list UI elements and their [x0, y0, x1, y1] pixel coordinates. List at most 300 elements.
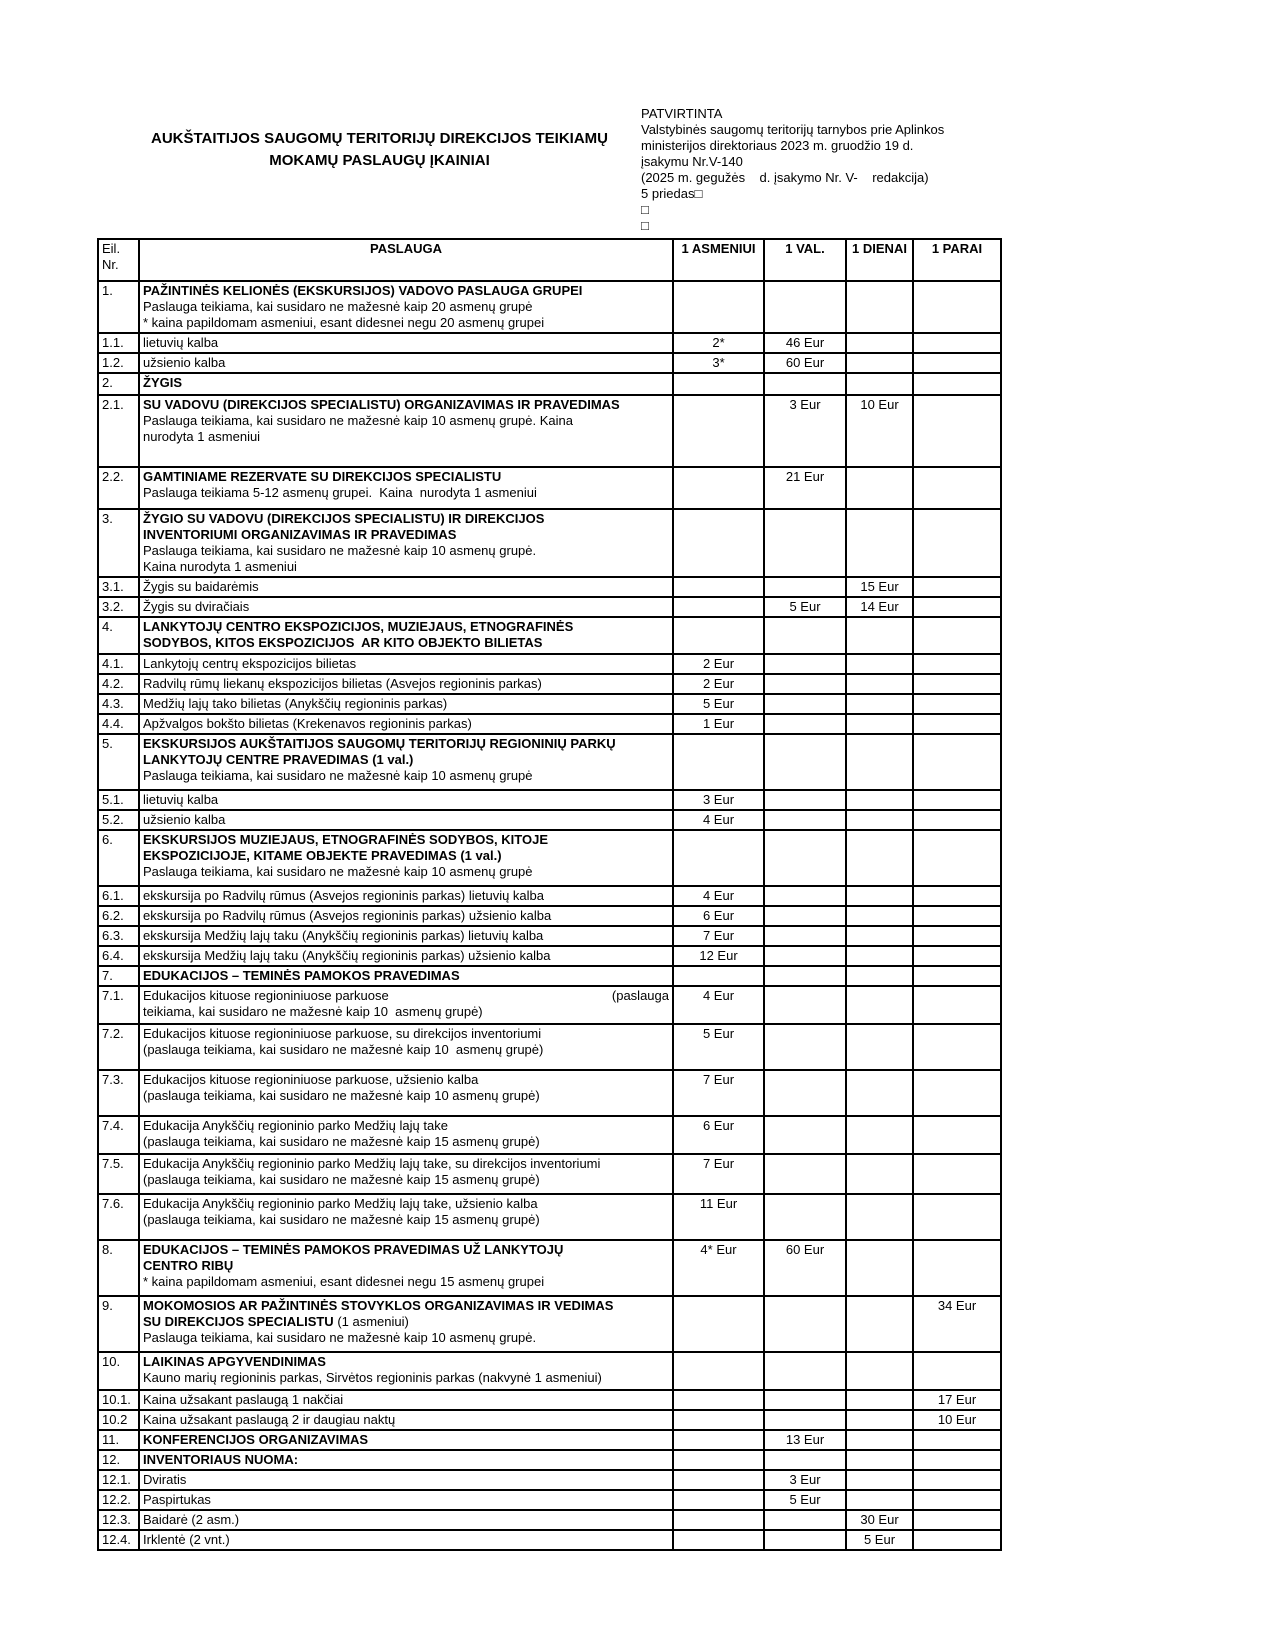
- price-cell-1-val: 5 Eur: [764, 1490, 846, 1510]
- price-cell-1-dienai: [846, 1024, 913, 1070]
- price-cell-1-dienai: [846, 830, 913, 886]
- service-text-line: EDUKACIJOS – TEMINĖS PAMOKOS PRAVEDIMAS UŽ LANKYTOJŲ: [143, 1242, 564, 1257]
- service-text-line: Radvilų rūmų liekanų ekspozicijos bilietas (Asvejos regioninis parkas): [143, 676, 542, 691]
- price-cell-1-val: [764, 810, 846, 830]
- service-cell: [139, 714, 673, 734]
- price-cell-1-val: [764, 714, 846, 734]
- service-cell: [139, 1390, 673, 1410]
- price-cell-1-parai: [913, 333, 1001, 353]
- service-text-line: SU VADOVU (DIREKCIJOS SPECIALISTU) ORGANIZAVIMAS IR PRAVEDIMAS: [143, 397, 620, 412]
- price-cell-1-parai: [913, 966, 1001, 986]
- service-text-line: teikiama, kai susidaro ne mažesnė kaip 10 asmenų grupė): [143, 1004, 483, 1019]
- row-number: 10.2: [98, 1410, 139, 1430]
- service-text-line: Kaina užsakant paslaugą 2 ir daugiau naktų: [143, 1412, 396, 1427]
- price-cell-1-asmeniui: 2*: [673, 333, 764, 353]
- row-number: 6.2.: [98, 906, 139, 926]
- service-text-line: ŽYGIS: [143, 375, 183, 390]
- price-cell-1-dienai: [846, 1410, 913, 1430]
- service-text-line: Medžių lajų tako bilietas (Anykščių regioninis parkas): [143, 696, 448, 711]
- price-cell-1-asmeniui: 5 Eur: [673, 694, 764, 714]
- table-row: [98, 830, 1001, 886]
- service-text-line: (paslauga teikiama, kai susidaro ne mažesnė kaip 10 asmenų grupė): [143, 1042, 544, 1057]
- price-cell-1-parai: [913, 373, 1001, 395]
- price-cell-1-parai: 10 Eur: [913, 1410, 1001, 1430]
- service-text-line: LANKYTOJŲ CENTRO EKSPOZICIJOS, MUZIEJAUS, ETNOGRAFINĖS: [143, 619, 574, 634]
- price-cell-1-dienai: 30 Eur: [846, 1510, 913, 1530]
- table-row: [98, 395, 1001, 467]
- price-cell-1-parai: [913, 946, 1001, 966]
- service-text-line: Baidarė (2 asm.): [143, 1512, 240, 1527]
- price-cell-1-parai: [913, 810, 1001, 830]
- row-number: 7.4.: [98, 1116, 139, 1154]
- table-row: [98, 353, 1001, 373]
- price-cell-1-dienai: [846, 926, 913, 946]
- table-row: [98, 1450, 1001, 1470]
- service-text-line: Paslauga teikiama, kai susidaro ne mažesnė kaip 10 asmenų grupė. Kaina: [143, 413, 573, 428]
- service-text-line: Paslauga teikiama, kai susidaro ne mažesnė kaip 10 asmenų grupė: [143, 768, 533, 783]
- row-number: 10.: [98, 1352, 139, 1390]
- service-cell: [139, 734, 673, 790]
- row-number: 1.: [98, 281, 139, 333]
- price-cell-1-asmeniui: 7 Eur: [673, 1154, 764, 1194]
- service-cell: [139, 810, 673, 830]
- price-cell-1-dienai: [846, 1470, 913, 1490]
- price-cell-1-asmeniui: 2 Eur: [673, 654, 764, 674]
- service-cell: [139, 1510, 673, 1530]
- price-cell-1-val: [764, 734, 846, 790]
- approval-title: PATVIRTINTA: [641, 106, 723, 121]
- row-number: 3.1.: [98, 577, 139, 597]
- row-number: 4.2.: [98, 674, 139, 694]
- price-cell-1-parai: [913, 353, 1001, 373]
- service-text-line: LANKYTOJŲ CENTRE PRAVEDIMAS (1 val.): [143, 752, 414, 767]
- price-cell-1-asmeniui: 4 Eur: [673, 810, 764, 830]
- service-text-line: Edukacijos kituose regioniniuose parkuose, su direkcijos inventoriumi: [143, 1026, 542, 1041]
- row-number: 7.1.: [98, 986, 139, 1024]
- service-text-line: Kauno marių regioninis parkas, Sirvėtos regioninis parkas (nakvynė 1 asmeniui): [143, 1370, 602, 1385]
- table-row: [98, 1116, 1001, 1154]
- price-cell-1-asmeniui: [673, 1530, 764, 1550]
- service-text-line: Edukacijos kituose regioniniuose parkuose, užsienio kalba: [143, 1072, 479, 1087]
- service-cell: [139, 281, 673, 333]
- price-cell-1-parai: [913, 886, 1001, 906]
- service-text-line: Paslauga teikiama, kai susidaro ne mažesnė kaip 10 asmenų grupė.: [143, 1330, 537, 1345]
- column-header-1-asmeniui: 1 ASMENIUI: [673, 239, 764, 281]
- service-text-line: LAIKINAS APGYVENDINIMAS: [143, 1354, 326, 1369]
- price-cell-1-val: [764, 1352, 846, 1390]
- row-number: 6.3.: [98, 926, 139, 946]
- service-cell: [139, 654, 673, 674]
- price-cell-1-parai: [913, 577, 1001, 597]
- table-row: [98, 1296, 1001, 1352]
- price-cell-1-parai: [913, 1530, 1001, 1550]
- price-cell-1-dienai: 10 Eur: [846, 395, 913, 467]
- price-cell-1-dienai: [846, 790, 913, 810]
- price-cell-1-parai: [913, 926, 1001, 946]
- service-text-line: Kaina nurodyta 1 asmeniui: [143, 559, 297, 574]
- price-cell-1-val: [764, 946, 846, 966]
- service-cell: [139, 1240, 673, 1296]
- price-cell-1-val: [764, 830, 846, 886]
- row-number: 3.: [98, 509, 139, 577]
- column-header-eil-nr: Eil. Nr.: [98, 239, 139, 281]
- price-cell-1-asmeniui: [673, 1510, 764, 1530]
- approval-block: [641, 106, 963, 234]
- price-cell-1-asmeniui: 7 Eur: [673, 926, 764, 946]
- table-row: [98, 674, 1001, 694]
- price-cell-1-dienai: 14 Eur: [846, 597, 913, 617]
- price-cell-1-dienai: [846, 509, 913, 577]
- price-cell-1-val: [764, 1296, 846, 1352]
- price-cell-1-asmeniui: [673, 1450, 764, 1470]
- service-text-line: Paslauga teikiama, kai susidaro ne mažesnė kaip 10 asmenų grupė: [143, 864, 533, 879]
- placeholder-box: □: [641, 202, 649, 217]
- row-number: 5.2.: [98, 810, 139, 830]
- row-number: 12.2.: [98, 1490, 139, 1510]
- price-cell-1-val: [764, 886, 846, 906]
- service-cell: [139, 1470, 673, 1490]
- price-cell-1-parai: [913, 1024, 1001, 1070]
- service-text-line: ŽYGIO SU VADOVU (DIREKCIJOS SPECIALISTU) IR DIREKCIJOS: [143, 511, 545, 526]
- table-row: [98, 597, 1001, 617]
- row-number: 4.: [98, 617, 139, 654]
- service-cell: [139, 1352, 673, 1390]
- price-cell-1-dienai: [846, 1154, 913, 1194]
- service-cell: [139, 1450, 673, 1470]
- price-cell-1-parai: [913, 1070, 1001, 1116]
- service-text-line: Irklentė (2 vnt.): [143, 1532, 230, 1547]
- service-cell: [139, 790, 673, 810]
- table-body: [98, 281, 1001, 1550]
- service-text-line: Žygis su baidarėmis: [143, 579, 259, 594]
- table-row: [98, 1352, 1001, 1390]
- service-text-line: (paslauga teikiama, kai susidaro ne mažesnė kaip 15 asmenų grupė): [143, 1212, 540, 1227]
- price-cell-1-parai: [913, 395, 1001, 467]
- price-cell-1-parai: [913, 467, 1001, 509]
- approval-body-line3: įsakymu Nr.V-140: [641, 154, 743, 169]
- service-text-line: ekskursija Medžių lajų taku (Anykščių regioninis parkas) užsienio kalba: [143, 948, 551, 963]
- price-cell-1-asmeniui: [673, 509, 764, 577]
- service-text-line: Dviratis: [143, 1472, 187, 1487]
- table-row: [98, 373, 1001, 395]
- row-number: 1.1.: [98, 333, 139, 353]
- table-row: [98, 986, 1001, 1024]
- row-number: 7.2.: [98, 1024, 139, 1070]
- table-row: [98, 966, 1001, 986]
- service-text-line: ekskursija po Radvilų rūmus (Asvejos regioninis parkas) užsienio kalba: [143, 908, 552, 923]
- price-cell-1-asmeniui: [673, 577, 764, 597]
- price-cell-1-asmeniui: 4 Eur: [673, 986, 764, 1024]
- service-cell: [139, 1024, 673, 1070]
- service-text-line: INVENTORIUMI ORGANIZAVIMAS IR PRAVEDIMAS: [143, 527, 457, 542]
- row-number: 2.1.: [98, 395, 139, 467]
- table-row: [98, 1410, 1001, 1430]
- price-cell-1-parai: [913, 654, 1001, 674]
- table-row: [98, 333, 1001, 353]
- price-cell-1-dienai: [846, 734, 913, 790]
- price-cell-1-dienai: [846, 1450, 913, 1470]
- service-text-line: * kaina papildomam asmeniui, esant didesnei negu 20 asmenų grupei: [143, 315, 545, 330]
- service-text-line: ekskursija Medžių lajų taku (Anykščių regioninis parkas) lietuvių kalba: [143, 928, 544, 943]
- price-cell-1-dienai: [846, 281, 913, 333]
- price-cell-1-asmeniui: 4 Eur: [673, 886, 764, 906]
- price-cell-1-val: [764, 1024, 846, 1070]
- price-cell-1-parai: [913, 509, 1001, 577]
- price-cell-1-parai: [913, 714, 1001, 734]
- price-cell-1-val: [764, 617, 846, 654]
- price-cell-1-parai: [913, 734, 1001, 790]
- page-title-line1: AUKŠTAITIJOS SAUGOMŲ TERITORIJŲ DIREKCIJOS TEIKIAMŲ: [151, 130, 608, 147]
- service-cell: [139, 926, 673, 946]
- service-text-line: GAMTINIAME REZERVATE SU DIREKCIJOS SPECIALISTU: [143, 469, 502, 484]
- service-text-line: KONFERENCIJOS ORGANIZAVIMAS: [143, 1432, 369, 1447]
- price-cell-1-val: [764, 281, 846, 333]
- service-text-line: EKSPOZICIJOJE, KITAME OBJEKTE PRAVEDIMAS (1 val.): [143, 848, 502, 863]
- service-text-line: Paslauga teikiama, kai susidaro ne mažesnė kaip 20 asmenų grupė: [143, 299, 533, 314]
- service-text-line: SU DIREKCIJOS SPECIALISTU (1 asmeniui): [143, 1314, 409, 1329]
- price-cell-1-val: 60 Eur: [764, 353, 846, 373]
- table-row: [98, 734, 1001, 790]
- price-cell-1-asmeniui: 12 Eur: [673, 946, 764, 966]
- service-text-line: Edukacija Anykščių regioninio parko Medžių lajų take, užsienio kalba: [143, 1196, 538, 1211]
- service-cell: [139, 946, 673, 966]
- price-cell-1-dienai: [846, 1116, 913, 1154]
- price-cell-1-val: [764, 1530, 846, 1550]
- service-cell: [139, 1530, 673, 1550]
- price-cell-1-dienai: [846, 654, 913, 674]
- service-cell: [139, 395, 673, 467]
- price-cell-1-parai: [913, 674, 1001, 694]
- price-cell-1-asmeniui: 3*: [673, 353, 764, 373]
- service-text-line: Kaina užsakant paslaugą 1 nakčiai: [143, 1392, 344, 1407]
- price-cell-1-dienai: [846, 1194, 913, 1240]
- table-row: [98, 1490, 1001, 1510]
- service-cell: [139, 674, 673, 694]
- service-text-line: Lankytojų centrų ekspozicijos bilietas: [143, 656, 357, 671]
- price-cell-1-val: 60 Eur: [764, 1240, 846, 1296]
- price-cell-1-dienai: [846, 1390, 913, 1410]
- table-row: [98, 946, 1001, 966]
- price-cell-1-parai: [913, 1116, 1001, 1154]
- price-cell-1-dienai: [846, 674, 913, 694]
- table-row: [98, 906, 1001, 926]
- table-row: [98, 1154, 1001, 1194]
- price-cell-1-val: [764, 373, 846, 395]
- service-cell: [139, 830, 673, 886]
- service-text-right: (paslauga: [611, 988, 669, 1003]
- price-cell-1-parai: [913, 906, 1001, 926]
- price-cell-1-asmeniui: 5 Eur: [673, 1024, 764, 1070]
- table-row: [98, 886, 1001, 906]
- price-cell-1-asmeniui: 7 Eur: [673, 1070, 764, 1116]
- approval-annex: 5 priedas□: [641, 186, 703, 201]
- table-row: [98, 1530, 1001, 1550]
- service-cell: [139, 694, 673, 714]
- row-number: 7.5.: [98, 1154, 139, 1194]
- row-number: 8.: [98, 1240, 139, 1296]
- service-text-line: Apžvalgos bokšto bilietas (Krekenavos regioninis parkas): [143, 716, 472, 731]
- price-cell-1-dienai: [846, 617, 913, 654]
- price-cell-1-asmeniui: [673, 966, 764, 986]
- price-cell-1-asmeniui: 6 Eur: [673, 906, 764, 926]
- price-cell-1-val: [764, 694, 846, 714]
- price-cell-1-dienai: 5 Eur: [846, 1530, 913, 1550]
- service-cell: [139, 617, 673, 654]
- service-text-line: Paspirtukas: [143, 1492, 211, 1507]
- price-cell-1-asmeniui: 2 Eur: [673, 674, 764, 694]
- price-cell-1-parai: [913, 790, 1001, 810]
- price-cell-1-val: [764, 674, 846, 694]
- price-cell-1-asmeniui: 11 Eur: [673, 1194, 764, 1240]
- table-row: [98, 1430, 1001, 1450]
- price-cell-1-asmeniui: [673, 830, 764, 886]
- price-cell-1-parai: [913, 1490, 1001, 1510]
- price-cell-1-parai: [913, 1352, 1001, 1390]
- service-text-line: EDUKACIJOS – TEMINĖS PAMOKOS PRAVEDIMAS: [143, 968, 460, 983]
- price-cell-1-val: 5 Eur: [764, 597, 846, 617]
- price-cell-1-parai: [913, 1154, 1001, 1194]
- service-cell: [139, 1070, 673, 1116]
- service-cell: [139, 597, 673, 617]
- row-number: 4.3.: [98, 694, 139, 714]
- price-cell-1-dienai: [846, 1296, 913, 1352]
- row-number: 12.4.: [98, 1530, 139, 1550]
- service-cell: [139, 986, 673, 1024]
- service-cell: [139, 467, 673, 509]
- service-text-line: EKSKURSIJOS AUKŠTAITIJOS SAUGOMŲ TERITORIJŲ REGIONINIŲ PARKŲ: [143, 736, 616, 751]
- row-number: 5.: [98, 734, 139, 790]
- service-text-line: (paslauga teikiama, kai susidaro ne mažesnė kaip 10 asmenų grupė): [143, 1088, 540, 1103]
- price-cell-1-parai: [913, 1450, 1001, 1470]
- row-number: 4.1.: [98, 654, 139, 674]
- table-row: [98, 281, 1001, 333]
- row-number: 6.4.: [98, 946, 139, 966]
- price-cell-1-dienai: [846, 373, 913, 395]
- service-cell: [139, 353, 673, 373]
- table-row: [98, 1470, 1001, 1490]
- price-cell-1-val: [764, 986, 846, 1024]
- table-row: [98, 577, 1001, 597]
- price-cell-1-dienai: [846, 886, 913, 906]
- price-cell-1-dienai: [846, 1490, 913, 1510]
- table-row: [98, 467, 1001, 509]
- table-row: [98, 1024, 1001, 1070]
- row-number: 7.6.: [98, 1194, 139, 1240]
- price-cell-1-parai: [913, 281, 1001, 333]
- table-row: [98, 654, 1001, 674]
- price-cell-1-val: [764, 1410, 846, 1430]
- price-table-wrap: [97, 238, 1002, 1551]
- price-cell-1-val: [764, 1194, 846, 1240]
- table-row: [98, 790, 1001, 810]
- price-cell-1-parai: [913, 1430, 1001, 1450]
- price-cell-1-parai: [913, 986, 1001, 1024]
- price-cell-1-asmeniui: [673, 1410, 764, 1430]
- price-cell-1-val: 3 Eur: [764, 1470, 846, 1490]
- column-header-paslauga: PASLAUGA: [139, 239, 673, 281]
- price-cell-1-val: [764, 790, 846, 810]
- row-number: 4.4.: [98, 714, 139, 734]
- price-cell-1-val: 46 Eur: [764, 333, 846, 353]
- price-cell-1-val: [764, 926, 846, 946]
- table-row: [98, 1510, 1001, 1530]
- service-text-line: (paslauga teikiama, kai susidaro ne mažesnė kaip 15 asmenų grupė): [143, 1172, 540, 1187]
- service-cell: [139, 509, 673, 577]
- price-cell-1-asmeniui: 4* Eur: [673, 1240, 764, 1296]
- row-number: 7.3.: [98, 1070, 139, 1116]
- table-row: [98, 926, 1001, 946]
- price-cell-1-val: [764, 1070, 846, 1116]
- row-number: 2.: [98, 373, 139, 395]
- service-cell: [139, 1490, 673, 1510]
- service-text-line: Edukacija Anykščių regioninio parko Medžių lajų take, su direkcijos inventoriumi: [143, 1156, 601, 1171]
- price-cell-1-parai: [913, 1510, 1001, 1530]
- price-cell-1-dienai: [846, 353, 913, 373]
- service-cell: [139, 1194, 673, 1240]
- price-cell-1-val: [764, 966, 846, 986]
- price-cell-1-asmeniui: [673, 1352, 764, 1390]
- service-text-line: Edukacijos kituose regioniniuose parkuose (paslauga: [143, 988, 669, 1003]
- price-cell-1-dienai: [846, 966, 913, 986]
- price-cell-1-val: 13 Eur: [764, 1430, 846, 1450]
- service-text-line: SODYBOS, KITOS EKSPOZICIJOS AR KITO OBJEKTO BILIETAS: [143, 635, 543, 650]
- price-cell-1-val: [764, 1450, 846, 1470]
- service-text-line: (paslauga teikiama, kai susidaro ne mažesnė kaip 15 asmenų grupė): [143, 1134, 540, 1149]
- service-text-line: CENTRO RIBŲ: [143, 1258, 234, 1273]
- row-number: 7.: [98, 966, 139, 986]
- service-text-line: ekskursija po Radvilų rūmus (Asvejos regioninis parkas) lietuvių kalba: [143, 888, 545, 903]
- price-cell-1-dienai: [846, 946, 913, 966]
- column-header-1-val: 1 VAL.: [764, 239, 846, 281]
- price-cell-1-asmeniui: [673, 1470, 764, 1490]
- price-cell-1-dienai: [846, 986, 913, 1024]
- price-cell-1-dienai: [846, 1430, 913, 1450]
- price-cell-1-asmeniui: 3 Eur: [673, 790, 764, 810]
- service-text-line: * kaina papildomam asmeniui, esant didesnei negu 15 asmenų grupei: [143, 1274, 545, 1289]
- price-cell-1-parai: [913, 694, 1001, 714]
- service-text-line: PAŽINTINĖS KELIONĖS (EKSKURSIJOS) VADOVO PASLAUGA GRUPEI: [143, 283, 583, 298]
- service-text-line: MOKOMOSIOS AR PAŽINTINĖS STOVYKLOS ORGANIZAVIMAS IR VEDIMAS: [143, 1298, 614, 1313]
- row-number: 1.2.: [98, 353, 139, 373]
- price-cell-1-parai: [913, 1470, 1001, 1490]
- row-number: 5.1.: [98, 790, 139, 810]
- price-cell-1-parai: [913, 830, 1001, 886]
- price-cell-1-asmeniui: [673, 597, 764, 617]
- service-text-line: Paslauga teikiama, kai susidaro ne mažesnė kaip 10 asmenų grupė.: [143, 543, 537, 558]
- price-cell-1-dienai: [846, 714, 913, 734]
- service-cell: [139, 886, 673, 906]
- row-number: 10.1.: [98, 1390, 139, 1410]
- table-row: [98, 714, 1001, 734]
- price-cell-1-dienai: [846, 1240, 913, 1296]
- price-cell-1-dienai: [846, 694, 913, 714]
- price-cell-1-val: [764, 577, 846, 597]
- placeholder-box: □: [641, 218, 649, 233]
- price-cell-1-asmeniui: [673, 467, 764, 509]
- service-text-line: Edukacija Anykščių regioninio parko Medžių lajų take: [143, 1118, 448, 1133]
- price-cell-1-val: [764, 1154, 846, 1194]
- service-cell: [139, 1410, 673, 1430]
- service-cell: [139, 906, 673, 926]
- price-cell-1-asmeniui: [673, 1390, 764, 1410]
- price-cell-1-asmeniui: [673, 1490, 764, 1510]
- row-number: 6.1.: [98, 886, 139, 906]
- row-number: 9.: [98, 1296, 139, 1352]
- row-number: 6.: [98, 830, 139, 886]
- price-cell-1-asmeniui: [673, 395, 764, 467]
- price-cell-1-asmeniui: [673, 1430, 764, 1450]
- price-cell-1-parai: [913, 597, 1001, 617]
